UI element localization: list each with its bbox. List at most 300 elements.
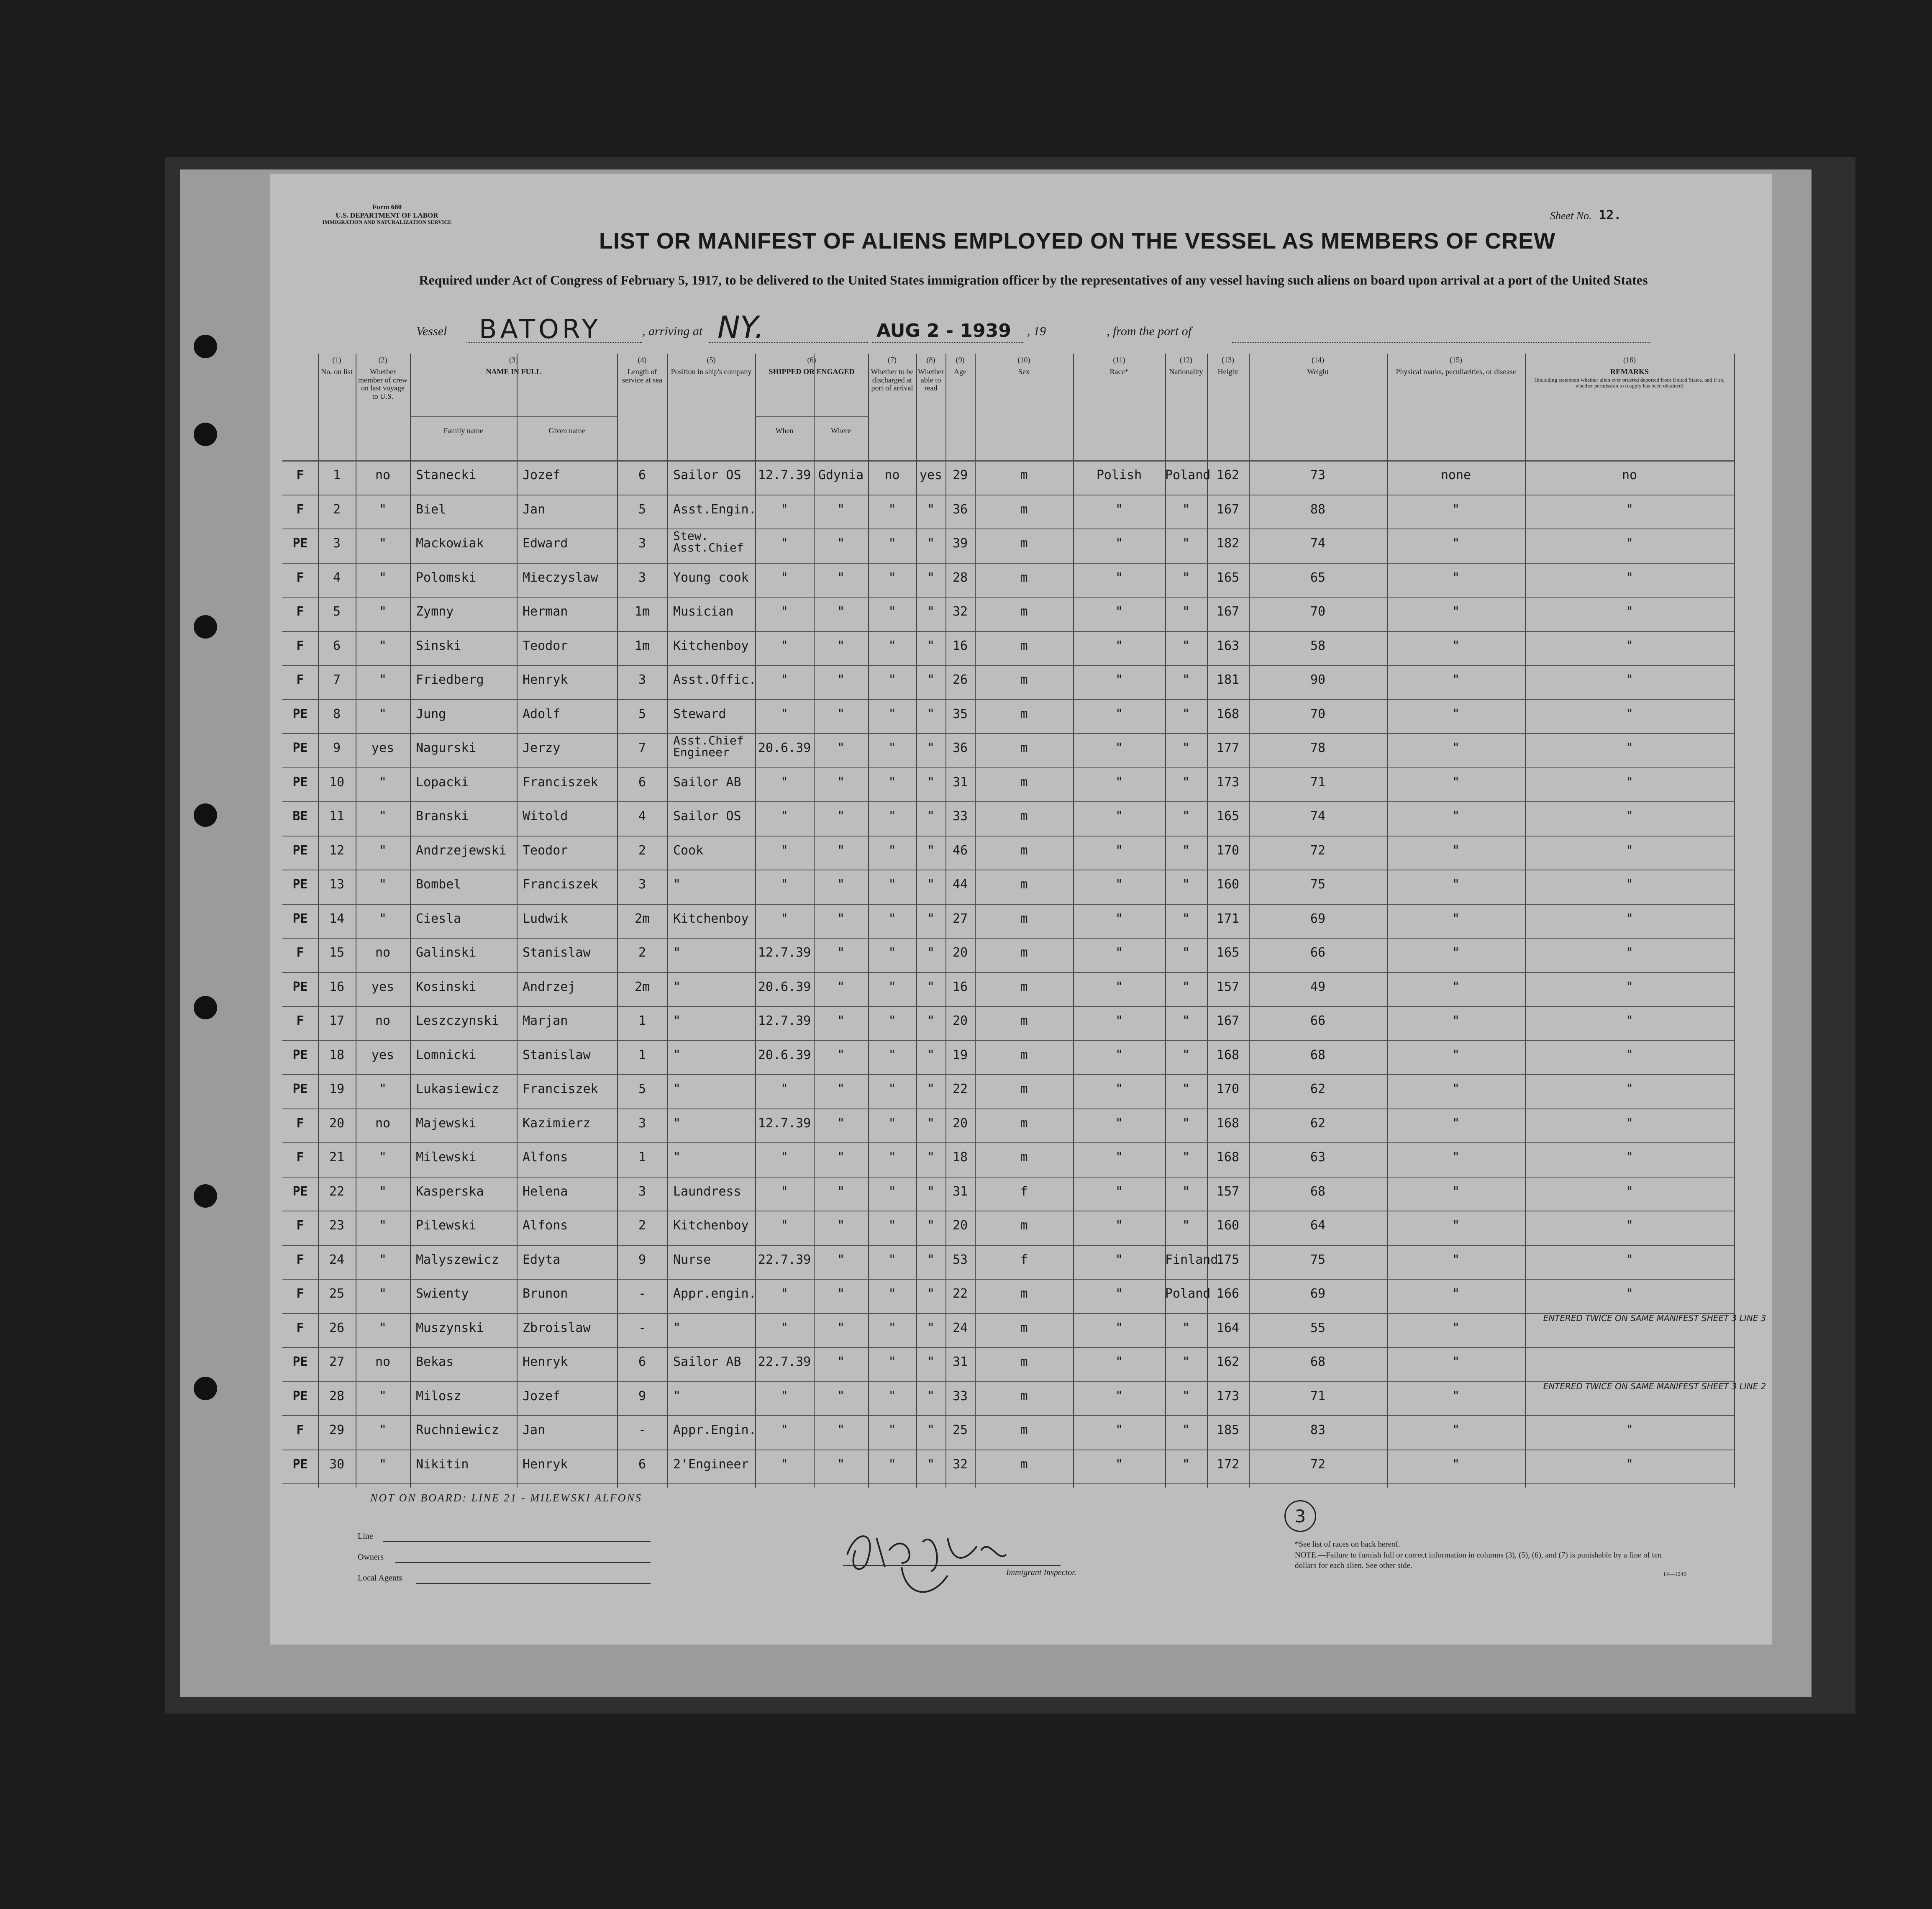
table-cell-given: Herman <box>523 604 568 619</box>
table-cell-last: " <box>379 1218 387 1233</box>
table-cell-nat: " <box>1182 775 1190 790</box>
column-label: Physical marks, peculiarities, or disease <box>1396 367 1516 376</box>
table-cell-given: Franciszek <box>523 877 598 892</box>
table-cell-read: yes <box>919 468 943 482</box>
table-cell-position: Laundress <box>673 1184 741 1199</box>
table-row-rule <box>282 767 1734 768</box>
table-cell-remarks: " <box>1625 1150 1634 1165</box>
not-on-board-note: NOT ON BOARD: LINE 21 - MILEWSKI ALFONS <box>370 1492 642 1504</box>
table-cell-no: 23 <box>329 1218 345 1233</box>
table-cell-height: 168 <box>1216 1116 1240 1131</box>
column-header <box>1525 354 1734 460</box>
table-cell-remarks: " <box>1625 809 1634 824</box>
table-header-rule <box>282 460 1734 462</box>
table-cell-marks: " <box>1452 1047 1460 1062</box>
table-cell-nat: " <box>1182 741 1190 755</box>
table-cell-race: " <box>1115 1047 1123 1062</box>
table-cell-mark: F <box>296 1252 304 1267</box>
table-cell-read: " <box>927 1388 935 1404</box>
table-cell-age: 28 <box>952 570 968 585</box>
table-cell-sex: m <box>1020 638 1028 653</box>
table-cell-service: 6 <box>638 775 646 790</box>
table-cell-sex: f <box>1020 1252 1028 1267</box>
table-row-rule <box>282 1040 1734 1041</box>
table-cell-weight: 90 <box>1310 672 1326 687</box>
column-number: (10) <box>1017 356 1030 364</box>
table-cell-nat: " <box>1182 1047 1190 1062</box>
table-cell-position: Asst.Offic. <box>673 672 756 687</box>
table-cell-family: Galinski <box>416 945 477 960</box>
table-cell-marks: " <box>1452 1252 1460 1267</box>
table-cell-race: " <box>1115 1218 1123 1233</box>
table-cell-race: " <box>1115 570 1123 585</box>
table-cell-sex: m <box>1020 911 1028 926</box>
table-cell-read: " <box>927 809 935 824</box>
table-cell-weight: 63 <box>1310 1150 1326 1165</box>
manifest-page <box>270 174 1772 1645</box>
table-cell-mark: PE <box>292 877 308 892</box>
table-cell-race: " <box>1115 502 1123 517</box>
table-cell-when: " <box>780 1082 789 1096</box>
table-cell-family: Nagurski <box>416 741 477 755</box>
table-cell-no: 9 <box>333 741 341 755</box>
table-cell-position: Sailor OS <box>673 468 741 482</box>
table-cell-remarks: ENTERED TWICE ON SAME MANIFEST SHEET 3 LINE 2 <box>1543 1381 1766 1391</box>
table-cell-service: 1m <box>634 638 650 653</box>
column-label: Weight <box>1307 367 1329 376</box>
table-cell-read: " <box>927 1320 935 1335</box>
table-cell-given: Mieczyslaw <box>523 570 598 585</box>
table-cell-sex: m <box>1020 1423 1028 1437</box>
table-cell-nat: Finland <box>1165 1252 1218 1267</box>
table-cell-position: Sailor AB <box>673 775 741 790</box>
table-row-rule <box>282 1313 1734 1314</box>
table-cell-weight: 71 <box>1310 775 1326 790</box>
table-cell-when: 20.6.39 <box>758 1047 811 1062</box>
table-cell-weight: 72 <box>1310 1457 1326 1472</box>
table-cell-age: 36 <box>952 502 968 517</box>
table-cell-mark: PE <box>292 706 308 721</box>
table-cell-disch: " <box>888 604 896 619</box>
penalty-note: NOTE.—Failure to furnish full or correct information in columns (3), (5), (6), and (7) is punishable by a fine of ten dollars for each alien. See other side. <box>1295 1551 1662 1570</box>
table-cell-mark: F <box>296 1014 304 1028</box>
table-cell-race: " <box>1115 1150 1123 1165</box>
table-cell-where: " <box>837 536 845 551</box>
table-cell-read: " <box>927 1286 935 1301</box>
table-cell-age: 44 <box>952 877 968 892</box>
table-cell-where: " <box>837 775 845 790</box>
table-cell-mark: F <box>296 1286 304 1301</box>
table-cell-no: 20 <box>329 1116 345 1131</box>
table-cell-no: 3 <box>333 536 341 551</box>
table-cell-where: " <box>837 672 845 687</box>
table-cell-height: 165 <box>1216 809 1240 824</box>
table-cell-mark: PE <box>292 741 308 755</box>
table-cell-remarks: " <box>1625 877 1634 892</box>
column-label <box>298 356 303 359</box>
table-cell-where: " <box>837 1423 845 1437</box>
table-cell-when: " <box>780 911 789 926</box>
table-cell-age: 18 <box>952 1150 968 1165</box>
table-cell-height: 173 <box>1216 775 1240 790</box>
table-cell-last: " <box>379 706 387 721</box>
column-header <box>282 354 318 460</box>
print-code: 14—1240 <box>1663 1571 1686 1578</box>
inspector-label: Immigrant Inspector. <box>1006 1568 1076 1577</box>
table-cell-remarks: " <box>1625 843 1634 858</box>
table-cell-family: Majewski <box>416 1116 477 1131</box>
table-cell-weight: 75 <box>1310 1252 1326 1267</box>
table-cell-last: yes <box>371 741 395 755</box>
table-cell-age: 36 <box>952 741 968 755</box>
column-number: (2) <box>378 356 387 364</box>
column-label: Height <box>1217 367 1238 376</box>
table-cell-read: " <box>927 1355 935 1369</box>
table-cell-disch: " <box>888 1184 896 1199</box>
table-cell-family: Biel <box>416 502 446 517</box>
year-label: , 19 <box>1027 324 1046 338</box>
table-cell-read: " <box>927 604 935 619</box>
table-cell-age: 20 <box>952 1218 968 1233</box>
table-cell-marks: " <box>1452 706 1460 721</box>
column-subheader: When <box>775 426 794 435</box>
table-cell-marks: " <box>1452 775 1460 790</box>
table-cell-disch: " <box>888 706 896 721</box>
table-cell-disch: " <box>888 741 896 755</box>
table-cell-position: " <box>673 1014 681 1028</box>
table-cell-marks: " <box>1452 1184 1460 1199</box>
table-cell-nat: " <box>1182 1150 1190 1165</box>
table-cell-sex: m <box>1020 843 1028 858</box>
table-cell-nat: " <box>1182 638 1190 653</box>
table-cell-when: " <box>780 570 789 585</box>
table-cell-service: 6 <box>638 1355 646 1369</box>
table-cell-remarks: " <box>1625 1047 1634 1062</box>
table-cell-nat: " <box>1182 706 1190 721</box>
table-cell-weight: 74 <box>1310 536 1326 551</box>
table-cell-family: Pilewski <box>416 1218 477 1233</box>
table-cell-last: " <box>379 672 387 687</box>
table-cell-read: " <box>927 945 935 960</box>
table-cell-sex: m <box>1020 809 1028 824</box>
table-cell-weight: 78 <box>1310 741 1326 755</box>
table-cell-disch: " <box>888 775 896 790</box>
table-cell-last: yes <box>371 1047 395 1062</box>
sheet-number-label: Sheet No. <box>1550 210 1592 222</box>
table-cell-weight: 88 <box>1310 502 1326 517</box>
table-cell-remarks: " <box>1625 1423 1634 1437</box>
table-cell-height: 160 <box>1216 877 1240 892</box>
table-cell-when: 12.7.39 <box>758 1116 811 1131</box>
table-cell-no: 29 <box>329 1423 345 1437</box>
table-cell-where: " <box>837 1218 845 1233</box>
table-cell-mark: F <box>296 468 304 482</box>
table-cell-weight: 73 <box>1310 468 1326 482</box>
page-title: LIST OR MANIFEST OF ALIENS EMPLOYED ON THE VESSEL AS MEMBERS OF CREW <box>599 228 1556 254</box>
table-cell-age: 29 <box>952 468 968 482</box>
subheader-rule <box>410 416 617 417</box>
table-cell-position: Appr.engin. <box>673 1286 756 1301</box>
table-cell-height: 168 <box>1216 1047 1240 1062</box>
table-cell-mark: PE <box>292 1388 308 1404</box>
table-cell-service: 1 <box>638 1047 646 1062</box>
table-cell-position: Young cook <box>673 570 749 585</box>
table-cell-given: Jan <box>523 502 546 517</box>
table-cell-given: Jan <box>523 1423 546 1437</box>
column-label: Sex <box>1018 367 1030 376</box>
table-cell-height: 172 <box>1216 1457 1240 1472</box>
table-cell-remarks: " <box>1625 1184 1634 1199</box>
table-cell-race: " <box>1115 1014 1123 1028</box>
table-cell-read: " <box>927 1150 935 1165</box>
table-cell-disch: " <box>888 536 896 551</box>
table-cell-family: Lopacki <box>416 775 469 790</box>
table-cell-sex: m <box>1020 502 1028 517</box>
table-cell-read: " <box>927 741 935 755</box>
table-cell-sex: m <box>1020 979 1028 994</box>
table-cell-height: 167 <box>1216 604 1240 619</box>
column-header <box>1249 354 1387 460</box>
vessel-label: Vessel <box>416 324 447 338</box>
column-header <box>868 354 916 460</box>
column-number: (16) <box>1623 356 1636 364</box>
table-cell-given: Teodor <box>523 843 568 858</box>
table-cell-disch: " <box>888 1082 896 1096</box>
table-cell-remarks: " <box>1625 706 1634 721</box>
table-cell-weight: 70 <box>1310 604 1326 619</box>
table-row-rule <box>282 1142 1734 1143</box>
table-cell-where: " <box>837 1116 845 1131</box>
table-cell-service: 5 <box>638 502 646 517</box>
table-cell-sex: m <box>1020 1150 1028 1165</box>
table-cell-disch: " <box>888 1388 896 1404</box>
column-label: Whether to be discharged at port of arrival <box>871 367 914 393</box>
table-cell-remarks: " <box>1625 672 1634 687</box>
table-cell-position: Kitchenboy <box>673 638 749 653</box>
table-cell-read: " <box>927 706 935 721</box>
table-cell-no: 13 <box>329 877 345 892</box>
table-cell-mark: F <box>296 502 304 517</box>
table-cell-when: " <box>780 775 789 790</box>
table-cell-mark: PE <box>292 1082 308 1096</box>
table-cell-service: 3 <box>638 672 646 687</box>
form-identifier <box>320 203 454 226</box>
table-row-rule <box>282 1245 1734 1246</box>
table-cell-family: Mackowiak <box>416 536 484 551</box>
column-header <box>667 354 755 460</box>
table-cell-given: Witold <box>523 809 568 824</box>
table-cell-mark: F <box>296 1423 304 1437</box>
table-cell-weight: 68 <box>1310 1355 1326 1369</box>
table-cell-service: 1 <box>638 1150 646 1165</box>
table-cell-nat: " <box>1182 945 1190 960</box>
table-cell-position: Kitchenboy <box>673 1218 749 1233</box>
table-cell-last: " <box>379 1423 387 1437</box>
table-cell-height: 165 <box>1216 570 1240 585</box>
table-cell-family: Swienty <box>416 1286 469 1301</box>
table-cell-marks: " <box>1452 1320 1460 1335</box>
table-cell-when: " <box>780 1423 789 1437</box>
table-cell-race: " <box>1115 1320 1123 1335</box>
column-label: Whether able to read <box>918 367 944 393</box>
table-cell-remarks: " <box>1625 775 1634 790</box>
table-cell-given: Marjan <box>523 1014 568 1028</box>
table-row-rule <box>282 631 1734 632</box>
column-header <box>1207 354 1249 460</box>
table-cell-position: 2'Engineer <box>673 1457 749 1472</box>
table-cell-disch: " <box>888 502 896 517</box>
table-cell-last: " <box>379 604 387 619</box>
table-row-rule <box>282 1177 1734 1178</box>
table-cell-last: " <box>379 1286 387 1301</box>
table-cell-position: " <box>673 1150 681 1165</box>
table-cell-age: 25 <box>952 1423 968 1437</box>
table-cell-nat: " <box>1182 809 1190 824</box>
table-cell-given: Helena <box>523 1184 568 1199</box>
table-cell-nat: " <box>1182 1082 1190 1096</box>
column-subheader: Where <box>831 426 851 435</box>
table-row-rule <box>282 972 1734 973</box>
punch-hole <box>194 1184 217 1208</box>
table-cell-when: 12.7.39 <box>758 468 811 482</box>
table-cell-last: " <box>379 536 387 551</box>
table-row-rule <box>282 699 1734 700</box>
table-cell-where: " <box>837 1150 845 1165</box>
table-cell-remarks: " <box>1625 1286 1634 1301</box>
table-cell-given: Adolf <box>523 706 561 721</box>
table-cell-given: Stanislaw <box>523 945 591 960</box>
table-cell-race: " <box>1115 911 1123 926</box>
table-cell-weight: 83 <box>1310 1423 1326 1437</box>
table-cell-sex: f <box>1020 1184 1028 1199</box>
table-cell-marks: " <box>1452 638 1460 653</box>
table-cell-where: " <box>837 1355 845 1369</box>
table-cell-race: " <box>1115 1116 1123 1131</box>
table-cell-given: Brunon <box>523 1286 568 1301</box>
table-cell-race: " <box>1115 979 1123 994</box>
table-cell-where: " <box>837 979 845 994</box>
table-cell-service: 9 <box>638 1388 646 1404</box>
column-header <box>1073 354 1165 460</box>
table-cell-nat: " <box>1182 1116 1190 1131</box>
table-cell-age: 32 <box>952 604 968 619</box>
table-cell-service: 5 <box>638 706 646 721</box>
column-number: (15) <box>1450 356 1462 364</box>
table-cell-position: Sailor OS <box>673 809 741 824</box>
table-cell-read: " <box>927 979 935 994</box>
punch-hole <box>194 996 217 1019</box>
punch-hole <box>194 615 217 639</box>
table-cell-sex: m <box>1020 1014 1028 1028</box>
column-header <box>755 354 868 460</box>
table-cell-weight: 70 <box>1310 706 1326 721</box>
table-cell-nat: " <box>1182 604 1190 619</box>
table-cell-mark: PE <box>292 775 308 790</box>
table-cell-nat: " <box>1182 1457 1190 1472</box>
table-cell-family: Andrzejewski <box>416 843 507 858</box>
table-cell-last: no <box>375 1355 391 1369</box>
table-cell-family: Nikitin <box>416 1457 469 1472</box>
table-cell-nat: " <box>1182 502 1190 517</box>
column-label: Race* <box>1109 367 1129 376</box>
table-cell-weight: 71 <box>1310 1388 1326 1404</box>
table-cell-read: " <box>927 1047 935 1062</box>
table-cell-where: " <box>837 741 845 755</box>
table-cell-race: " <box>1115 672 1123 687</box>
table-cell-mark: PE <box>292 1047 308 1062</box>
table-cell-last: " <box>379 775 387 790</box>
column-subheader: Family name <box>443 426 483 435</box>
table-cell-weight: 74 <box>1310 809 1326 824</box>
table-cell-when: " <box>780 672 789 687</box>
column-label: No. on list <box>321 367 353 376</box>
table-cell-remarks: " <box>1625 1252 1634 1267</box>
table-cell-given: Jozef <box>523 468 561 482</box>
table-cell-remarks: " <box>1625 502 1634 517</box>
table-cell-position: " <box>673 1082 681 1096</box>
table-cell-no: 2 <box>333 502 341 517</box>
table-cell-weight: 66 <box>1310 1014 1326 1028</box>
table-cell-weight: 62 <box>1310 1116 1326 1131</box>
table-cell-age: 31 <box>952 775 968 790</box>
table-cell-sex: m <box>1020 672 1028 687</box>
table-cell-marks: " <box>1452 1457 1460 1472</box>
table-cell-weight: 65 <box>1310 570 1326 585</box>
table-cell-family: Sinski <box>416 638 461 653</box>
table-cell-service: 3 <box>638 877 646 892</box>
table-cell-marks: " <box>1452 741 1460 755</box>
page-subtitle: Required under Act of Congress of February 5, 1917, to be delivered to the United States immigration officer by the representatives of any vessel having such aliens on board upon arrival at a port of the United States <box>419 272 1648 287</box>
table-cell-sex: m <box>1020 604 1028 619</box>
table-cell-last: " <box>379 809 387 824</box>
column-number: (9) <box>956 356 965 364</box>
table-cell-given: Alfons <box>523 1150 568 1165</box>
table-cell-height: 162 <box>1216 468 1240 482</box>
table-cell-where: " <box>837 945 845 960</box>
table-cell-family: Friedberg <box>416 672 484 687</box>
table-cell-age: 26 <box>952 672 968 687</box>
arriving-label: , arriving at <box>642 324 703 338</box>
table-cell-given: Ludwik <box>523 911 568 926</box>
table-cell-race: Polish <box>1096 468 1142 482</box>
table-cell-position: Steward <box>673 706 726 721</box>
table-cell-weight: 58 <box>1310 638 1326 653</box>
table-cell-weight: 68 <box>1310 1047 1326 1062</box>
table-cell-family: Lukasiewicz <box>416 1082 499 1096</box>
table-cell-remarks: " <box>1625 1014 1634 1028</box>
table-cell-mark: PE <box>292 536 308 551</box>
table-cell-nat: " <box>1182 843 1190 858</box>
table-cell-disch: " <box>888 1252 896 1267</box>
table-cell-race: " <box>1115 809 1123 824</box>
table-cell-where: " <box>837 638 845 653</box>
table-cell-position: " <box>673 1320 681 1335</box>
table-cell-nat: " <box>1182 1014 1190 1028</box>
table-cell-marks: " <box>1452 1388 1460 1404</box>
table-cell-last: " <box>379 1388 387 1404</box>
circled-sheet-mark: 3 <box>1284 1500 1316 1532</box>
table-cell-remarks: " <box>1625 1116 1634 1131</box>
table-cell-where: " <box>837 1320 845 1335</box>
table-cell-disch: " <box>888 1218 896 1233</box>
table-cell-age: 35 <box>952 706 968 721</box>
table-row-rule <box>282 904 1734 905</box>
column-number: (7) <box>888 356 897 364</box>
table-cell-no: 1 <box>333 468 341 482</box>
table-cell-weight: 69 <box>1310 1286 1326 1301</box>
table-cell-sex: m <box>1020 1320 1028 1335</box>
table-cell-where: Gdynia <box>818 468 864 482</box>
